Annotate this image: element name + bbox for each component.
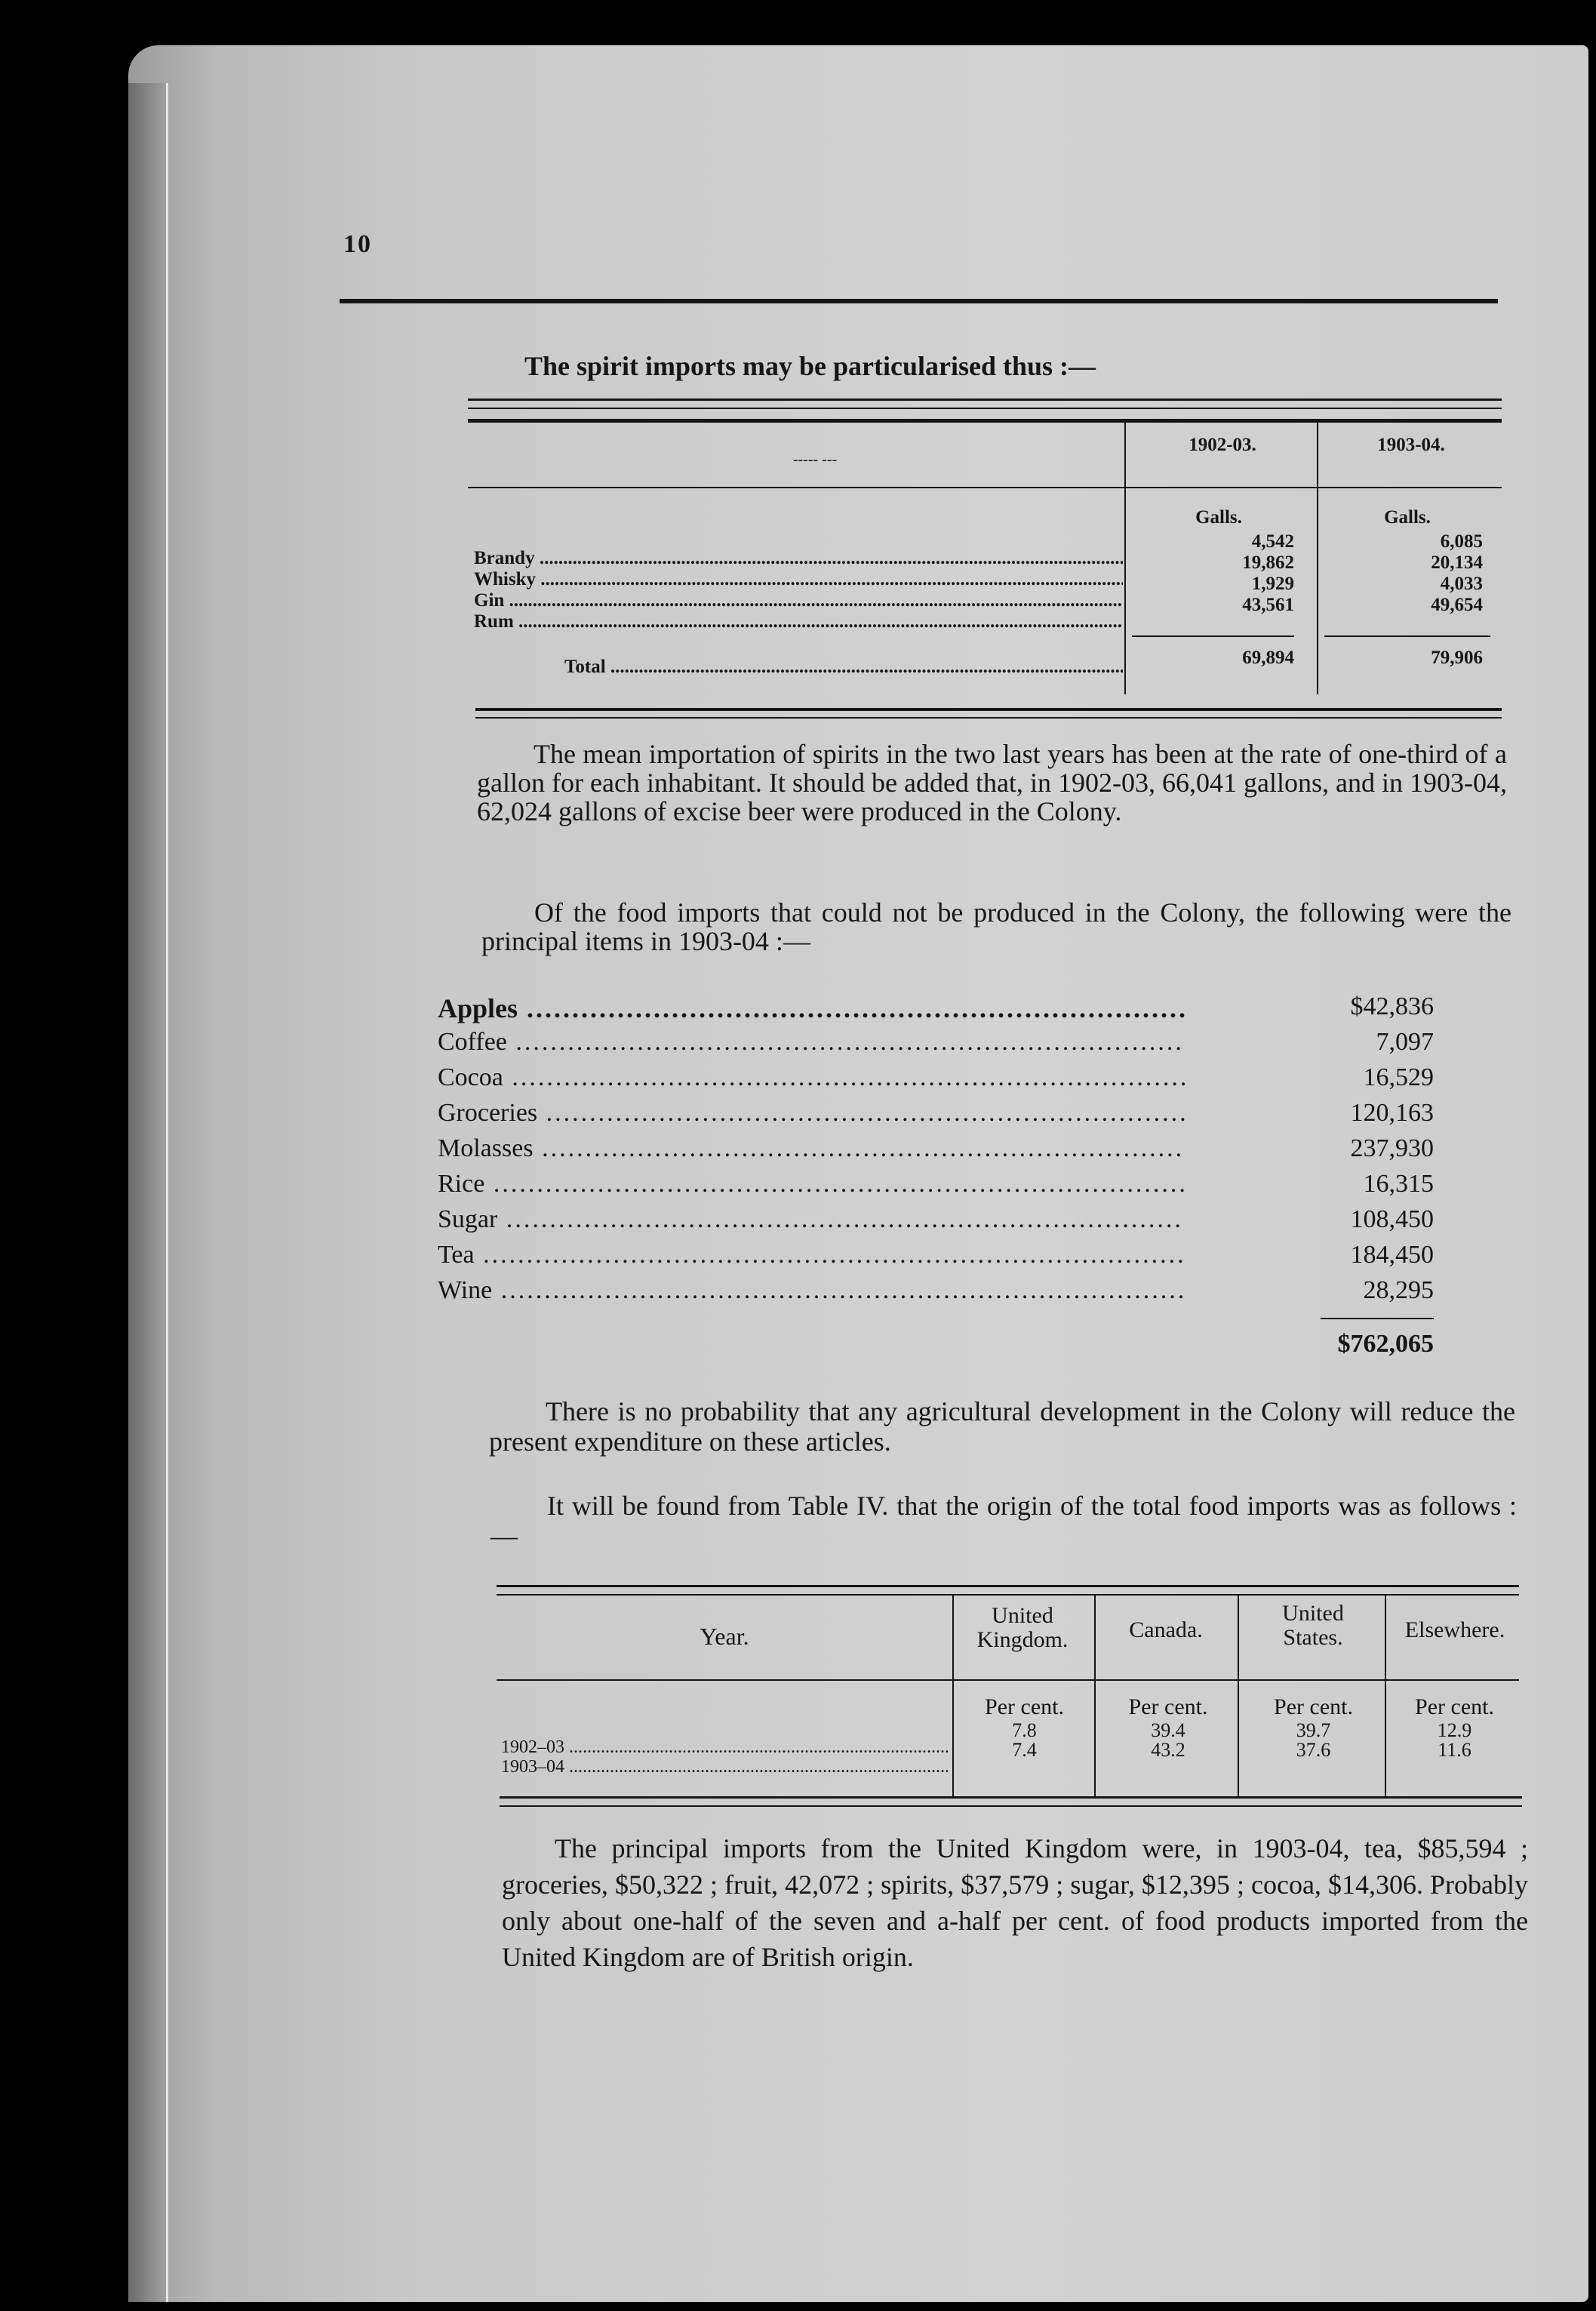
- spirits-total-label: Total .....: [564, 657, 1123, 678]
- origin-col-divider-1: [952, 1594, 954, 1796]
- origin-cell-canada: 39.4: [1151, 1719, 1185, 1741]
- food-name: Coffee .....: [438, 1028, 1185, 1057]
- origin-cell-elsewhere: 11.6: [1438, 1739, 1471, 1761]
- spirits-row-name: Brandy .....: [474, 548, 1123, 569]
- origin-col-divider-3: [1238, 1594, 1239, 1796]
- origin-cell-elsewhere: 12.9: [1437, 1719, 1472, 1741]
- spirits-row-1902: 19,862: [1242, 552, 1294, 573]
- paragraph-mean-importation: The mean importation of spirits in the two last years has been at the rate of one-third of a gallon for each inhabitant. It should be added that, in 1902-03, 66,041 gallons, and in 1903-04, 62,024 gallons of excise beer were produced in the Colony.: [477, 739, 1507, 826]
- paragraph-agricultural: There is no probability that any agricultural development in the Colony will reduce the present expenditure on these articles.: [489, 1396, 1515, 1457]
- food-value: 28,295: [1363, 1276, 1434, 1304]
- spirits-total-rule-1: [1132, 635, 1294, 637]
- food-value: 184,450: [1350, 1241, 1434, 1269]
- paragraph-origin: It will be found from Table IV. that the origin of the total food imports was as follows :—: [490, 1491, 1517, 1551]
- spirits-total-1902: 69,894: [1242, 648, 1294, 668]
- spirits-unit-1902: Galls.: [1195, 507, 1242, 528]
- spirits-row-name: Whisky .....: [474, 569, 1123, 590]
- paragraph-food-imports: Of the food imports that could not be produced in the Colony, the following were the principal items in 1903-04 :—: [481, 897, 1511, 956]
- origin-header-year: Year.: [700, 1623, 749, 1650]
- food-value: 7,097: [1376, 1028, 1434, 1056]
- food-name: Sugar .....: [438, 1205, 1185, 1234]
- origin-header-elsewhere: Elsewhere.: [1404, 1617, 1505, 1642]
- list-item-molasses: [438, 1134, 1434, 1171]
- paragraph-principal-imports: The principal imports from the United Kingdom were, in 1903-04, tea, $85,594 ; groceries, $50,322 ; fruit, 42,072 ; spirits, $37,579 ; sugar, $12,395 ; cocoa, $14,306. Probably only about one-half of the seven and a-half per cent. of food products imported from the United Kingdom are of British origin.: [502, 1833, 1528, 1972]
- origin-cell-us: 37.6: [1296, 1739, 1331, 1761]
- origin-row-year: 1902–03 .....: [501, 1737, 948, 1758]
- list-item-groceries: [438, 1099, 1434, 1135]
- spirits-row-1902: 43,561: [1242, 595, 1294, 615]
- spirits-row-1903: 4,033: [1440, 574, 1483, 594]
- food-value: 16,315: [1363, 1170, 1434, 1198]
- food-name: Tea .....: [438, 1241, 1185, 1269]
- origin-header-rule: [497, 1679, 1519, 1681]
- food-value: 120,163: [1350, 1099, 1434, 1127]
- origin-unit-uk: Per cent.: [985, 1694, 1064, 1719]
- origin-col-divider-4: [1385, 1594, 1386, 1796]
- spirits-header-rule: [468, 487, 1502, 488]
- origin-header-us: United States.: [1282, 1601, 1344, 1650]
- origin-table-rule-bottom: [500, 1796, 1522, 1799]
- food-name: Groceries .....: [438, 1099, 1185, 1128]
- list-item-sugar: [438, 1205, 1434, 1242]
- origin-header-canada: Canada.: [1129, 1617, 1203, 1642]
- origin-header-uk: United Kingdom.: [976, 1603, 1069, 1652]
- list-item-wine: [438, 1276, 1434, 1312]
- spirits-header-1902: 1902-03.: [1189, 435, 1256, 455]
- spirits-table-rule-top2: [468, 408, 1502, 409]
- spirits-header-blank: ----- ---: [792, 451, 838, 468]
- list-item-coffee: [438, 1028, 1434, 1064]
- spirits-table-rule-top3: [468, 419, 1502, 423]
- spirits-intro: The spirit imports may be particularised thus :—: [524, 351, 1096, 381]
- spirits-total-rule-2: [1324, 635, 1490, 637]
- page-number: 10: [343, 230, 372, 258]
- origin-cell-canada: 43.2: [1151, 1739, 1185, 1761]
- food-name: Molasses .....: [438, 1134, 1185, 1163]
- header-rule: [340, 299, 1498, 303]
- food-name: Apples .....: [438, 992, 1185, 1024]
- origin-row-year: 1903–04 .....: [501, 1757, 948, 1777]
- origin-cell-uk: 7.4: [1012, 1739, 1037, 1761]
- origin-cell-uk: 7.8: [1012, 1719, 1037, 1741]
- spirits-total-1903: 79,906: [1431, 648, 1483, 668]
- spirits-row-name: Gin .....: [474, 590, 1123, 611]
- spirits-unit-1903: Galls.: [1384, 507, 1431, 528]
- food-value: $42,836: [1350, 992, 1434, 1020]
- origin-col-divider-2: [1094, 1594, 1096, 1796]
- origin-unit-canada: Per cent.: [1128, 1694, 1208, 1719]
- list-item-cocoa: [438, 1063, 1434, 1100]
- spirits-row-1903: 49,654: [1431, 595, 1483, 615]
- spirits-table-rule-top: [468, 399, 1502, 401]
- food-value: 16,529: [1363, 1063, 1434, 1091]
- spirits-row-name: Rum .....: [474, 611, 1123, 632]
- origin-table-rule-top: [497, 1585, 1519, 1587]
- origin-table-rule-top2: [497, 1594, 1519, 1596]
- spirits-col-divider-1: [1124, 419, 1126, 694]
- spirits-row-1902: 4,542: [1251, 531, 1294, 552]
- food-total-rule: [1321, 1318, 1434, 1319]
- list-item-tea: [438, 1241, 1434, 1277]
- spirits-table-rule-bottom2: [475, 717, 1502, 719]
- origin-cell-us: 39.7: [1296, 1719, 1331, 1741]
- spirits-col-divider-2: [1317, 419, 1318, 694]
- spirits-row-1903: 20,134: [1431, 552, 1483, 573]
- food-value: 237,930: [1350, 1134, 1434, 1162]
- origin-unit-us: Per cent.: [1274, 1694, 1353, 1719]
- list-item-apples: [438, 992, 1434, 1029]
- food-name: Cocoa .....: [438, 1063, 1185, 1092]
- spirits-table-rule-bottom: [475, 708, 1502, 711]
- list-item-rice: [438, 1170, 1434, 1206]
- food-value: 108,450: [1350, 1205, 1434, 1233]
- spirits-row-1902: 1,929: [1251, 574, 1294, 594]
- food-name: Rice .....: [438, 1170, 1185, 1199]
- origin-table-rule-bottom2: [500, 1805, 1522, 1807]
- origin-unit-elsewhere: Per cent.: [1415, 1694, 1494, 1719]
- spirits-row-1903: 6,085: [1440, 531, 1483, 552]
- food-total: $762,065: [1337, 1330, 1434, 1358]
- spirits-header-1903: 1903-04.: [1377, 435, 1445, 455]
- food-name: Wine .....: [438, 1276, 1185, 1305]
